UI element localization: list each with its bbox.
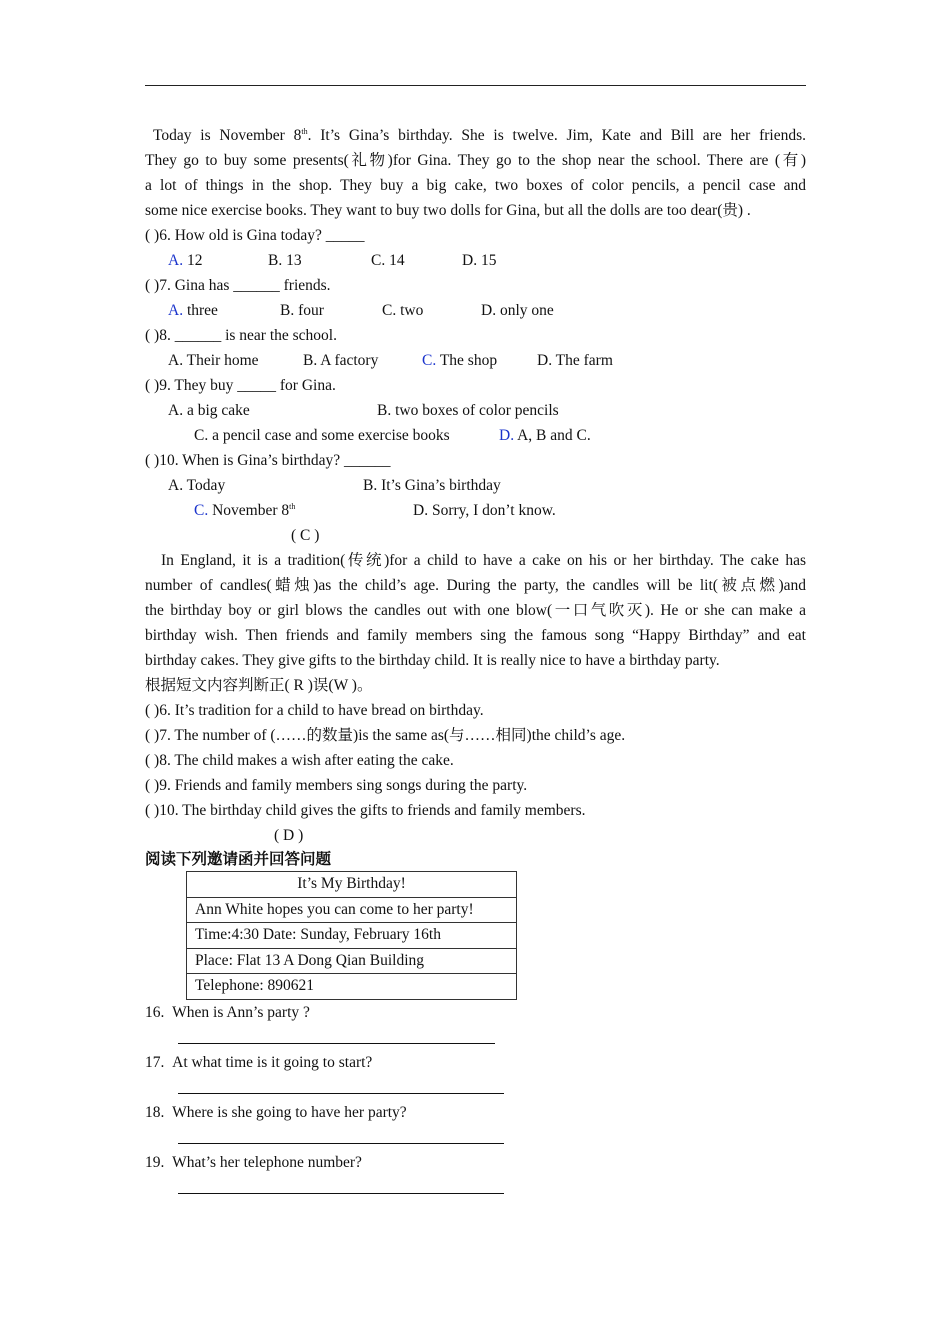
statement: ( )7. The number of (……的数量)is the same as(与……相同)the child’s age. [145,727,626,744]
answer-blank[interactable] [178,1143,504,1144]
header-rule [145,85,806,86]
question: 19. What’s her telephone number? [145,1154,362,1171]
option: C. The shop [422,352,498,369]
statement: ( )10. The birthday child gives the gifts to friends and family members. [145,802,586,819]
passage-b-line-2: They go to buy some presents(礼物)for Gina. They go to the shop near the school. There are (有) [145,152,806,169]
statement: ( )6. It’s tradition for a child to have bread on birthday. [145,702,484,719]
invitation-title: It’s My Birthday! [187,872,517,898]
option: A. Their home [168,352,259,369]
option: A. three [168,302,218,319]
option: B. 13 [268,252,302,269]
invitation-table [186,871,517,1000]
question-stem: ( )6. How old is Gina today? _____ [145,227,365,244]
option: B. It’s Gina’s birthday [363,477,501,494]
instruction: 阅读下列邀请函并回答问题 [145,851,332,868]
section-label: ( C ) [291,527,320,544]
option: D. The farm [537,352,613,369]
option: B. A factory [303,352,379,369]
instruction: 根据短文内容判断正( R )误(W )。 [145,677,373,694]
answer-blank[interactable] [178,1043,495,1044]
passage-b-line-4: some nice exercise books. They want to buy two dolls for Gina, but all the dolls are too dear(贵) . [145,202,751,219]
question: 17. At what time is it going to start? [145,1054,373,1071]
passage-c-line-3: the birthday boy or girl blows the candles out with one blow(一口气吹灭). He or she can make a [145,602,806,619]
passage-b-line-3: a lot of things in the shop. They buy a big cake, two boxes of color pencils, a pencil case and [145,177,806,194]
question-stem: ( )7. Gina has ______ friends. [145,277,331,294]
option: D. A, B and C. [499,427,591,444]
option: D. 15 [462,252,497,269]
question-stem: ( )8. ______ is near the school. [145,327,337,344]
option: B. two boxes of color pencils [377,402,559,419]
option: C. November 8th [194,502,296,519]
answer-blank[interactable] [178,1093,504,1094]
section-label: ( D ) [274,827,304,844]
question: 18. Where is she going to have her party? [145,1104,407,1121]
option: C. a pencil case and some exercise books [194,427,450,444]
invitation-row: Telephone: 890621 [187,974,517,1000]
question-stem: ( )9. They buy _____ for Gina. [145,377,336,394]
option: D. Sorry, I don’t know. [413,502,556,519]
option: A. a big cake [168,402,250,419]
option: B. four [280,302,324,319]
option: A. 12 [168,252,203,269]
answer-blank[interactable] [178,1193,504,1194]
question: 16. When is Ann’s party ? [145,1004,310,1021]
invitation-row: Place: Flat 13 A Dong Qian Building [187,948,517,974]
passage-c-line-4: birthday wish. Then friends and family members sing the famous song “Happy Birthday” and eat [145,627,806,644]
option: C. two [382,302,424,319]
option: C. 14 [371,252,405,269]
option: A. Today [168,477,226,494]
question-stem: ( )10. When is Gina’s birthday? ______ [145,452,391,469]
passage-c-line-5: birthday cakes. They give gifts to the birthday child. It is really nice to have a birthday party. [145,652,720,669]
invitation-row: Time:4:30 Date: Sunday, February 16th [187,923,517,949]
passage-c-line-2: number of candles(蜡烛)as the child’s age. During the party, the candles will be lit(被点燃)and [145,577,806,594]
statement: ( )8. The child makes a wish after eating the cake. [145,752,454,769]
option: D. only one [481,302,554,319]
invitation-row: Ann White hopes you can come to her party! [187,897,517,923]
passage-c-line-1: In England, it is a tradition(传统)for a child to have a cake on his or her birthday. The cake has [161,552,806,569]
statement: ( )9. Friends and family members sing songs during the party. [145,777,528,794]
passage-b-line-1: Today is November 8th. It’s Gina’s birthday. She is twelve. Jim, Kate and Bill are her friends. [153,127,806,144]
